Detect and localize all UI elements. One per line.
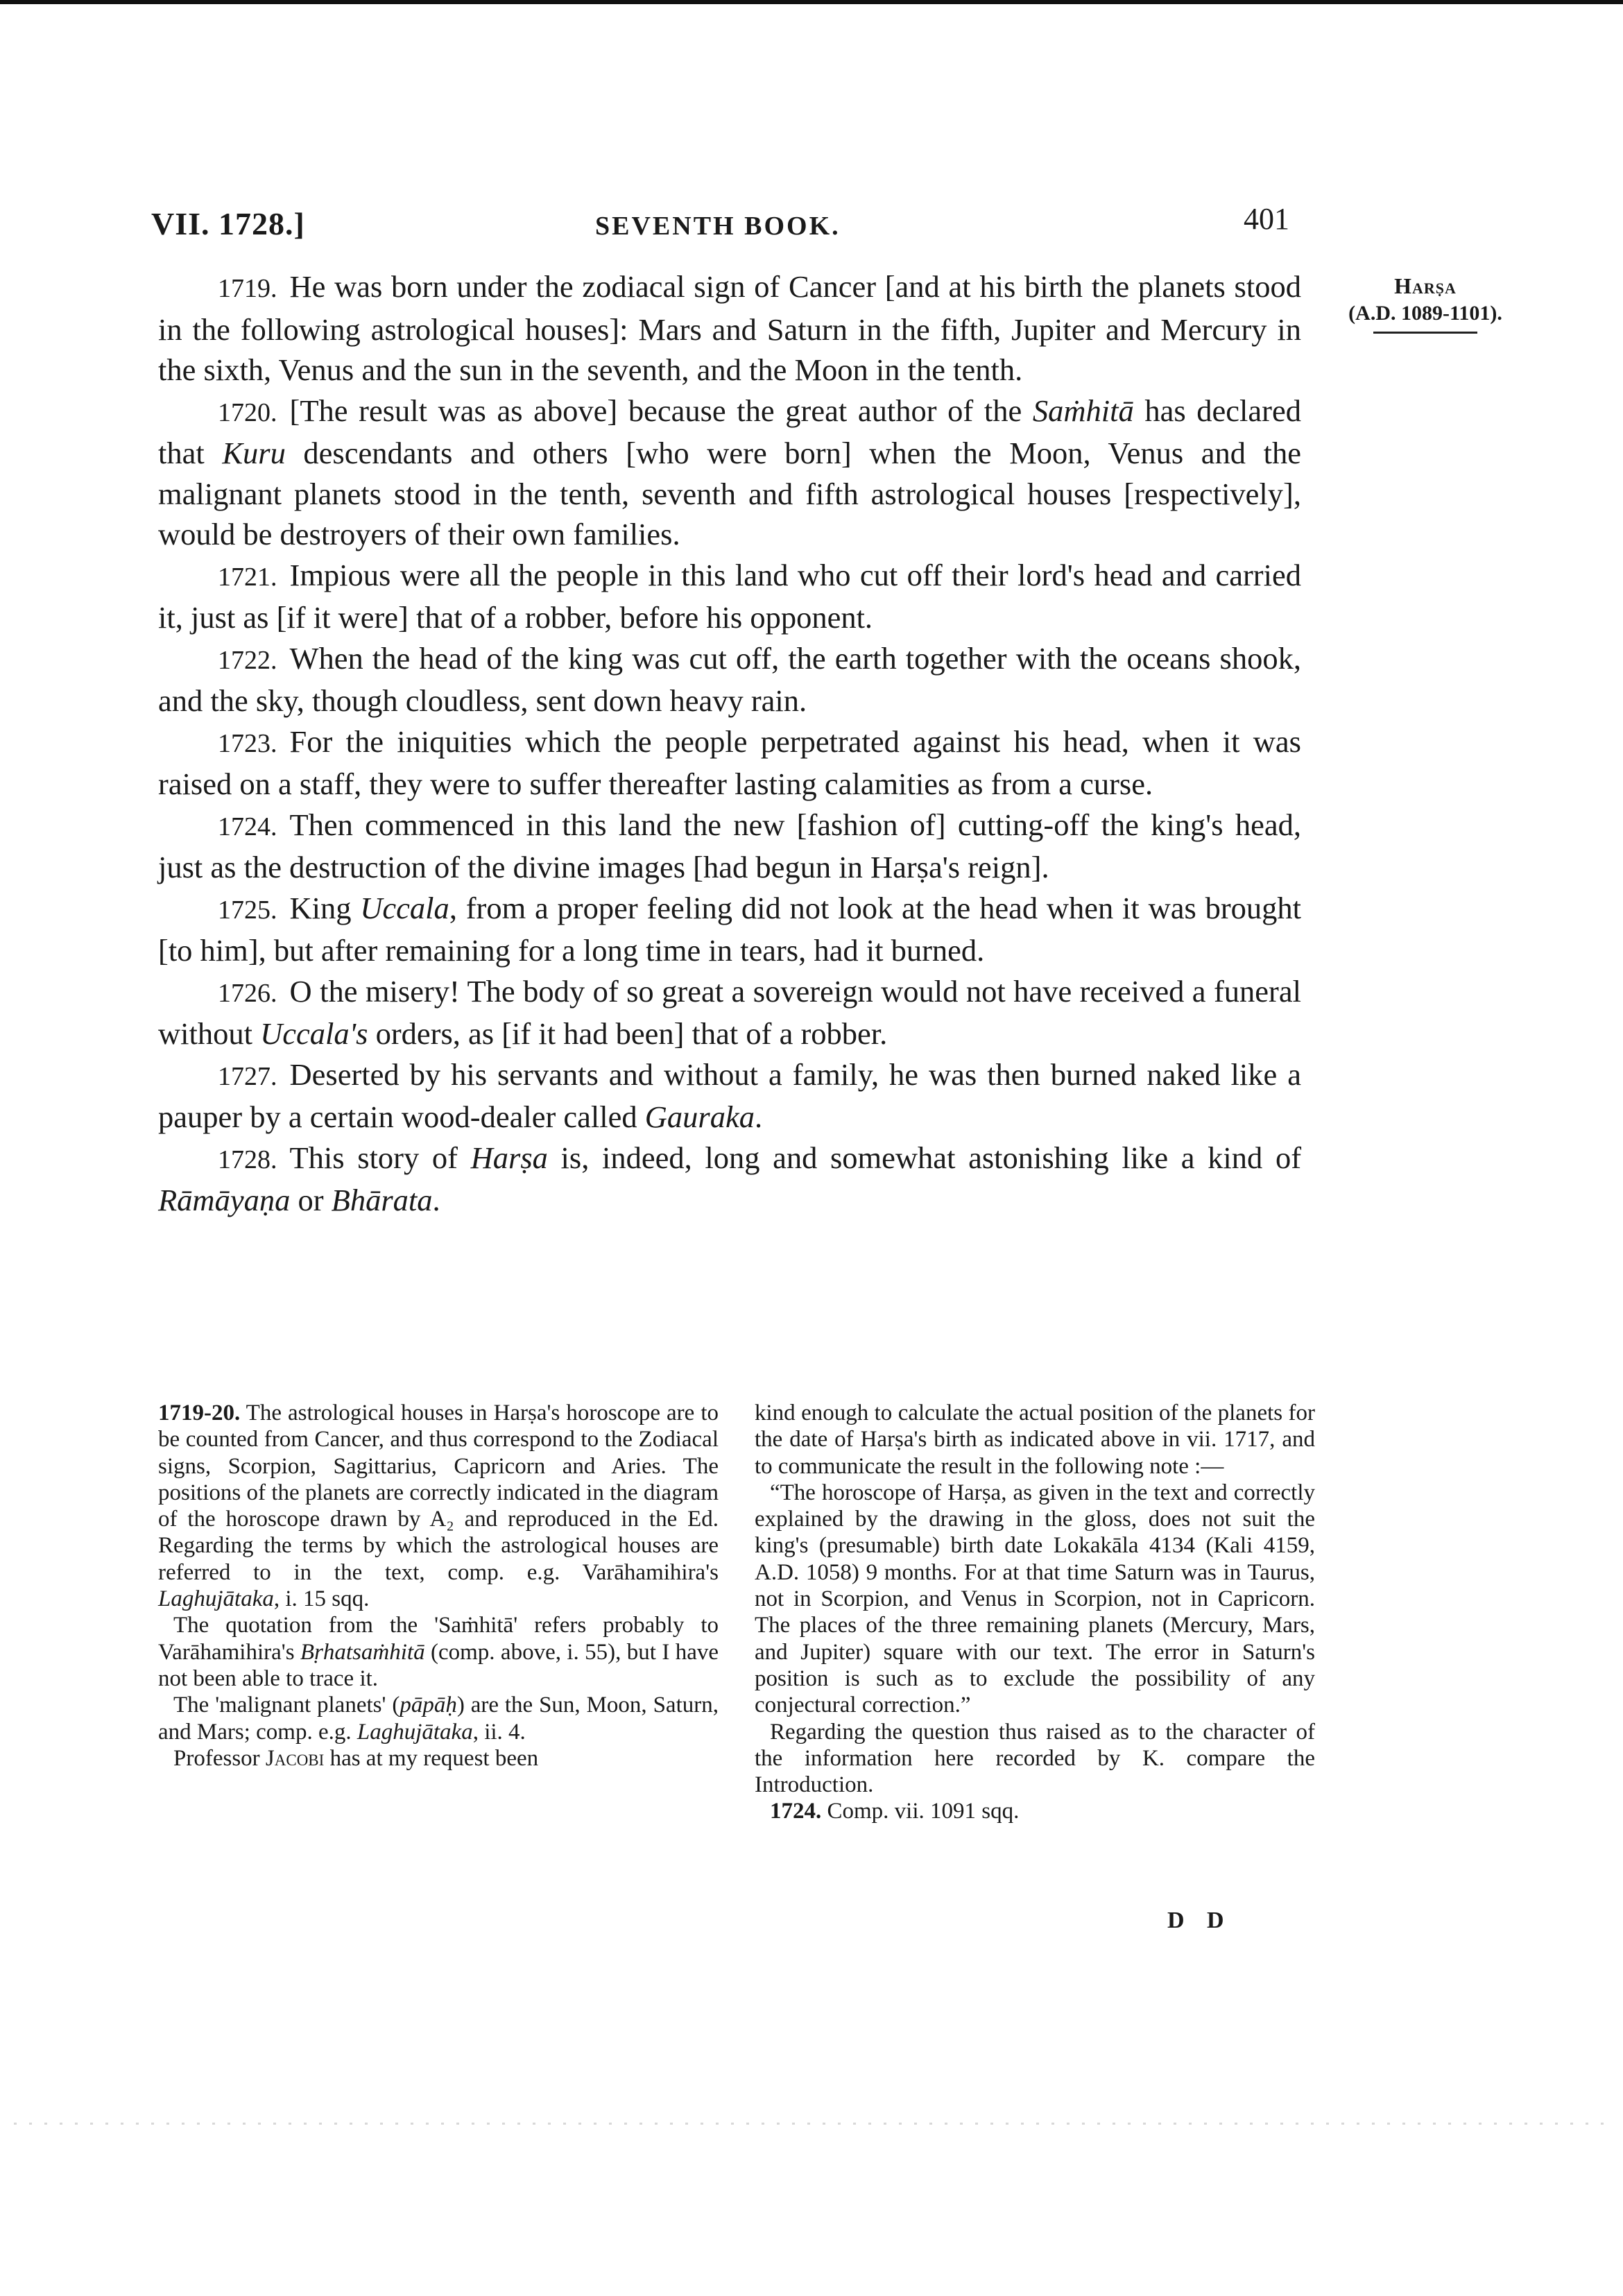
verse-text: For the iniquities which the people perpetrated against his head, when it was raised on a staff, they were to suffer thereafter lasting calamities as from a curse. bbox=[158, 723, 1301, 801]
footnote-smallcaps: Jacobi bbox=[265, 1745, 325, 1771]
verse-text: King bbox=[289, 890, 361, 925]
verse-1726 bbox=[158, 971, 1301, 1054]
verse-text: Impious were all the people in this land who cut off their lord's head and carried it, just as [if it were] that of a robber, before his opponent. bbox=[158, 557, 1301, 635]
verse-number: 1725. bbox=[218, 895, 277, 925]
margin-note-rule bbox=[1373, 332, 1477, 334]
verse-text: . bbox=[432, 1183, 440, 1217]
verse-italic: Uccala's bbox=[260, 1016, 368, 1051]
footnote-text: The astrological houses in Harṣa's horoscope are to be counted from Cancer, and thus correspond to the Zodiacal signs, Scorpion, Sagittarius, Capricorn and Aries. The positions of the planets are correctly indicated in the diagram of the horoscope drawn by A₂ and reproduced in the Ed. Regarding the terms by which the astrological houses are referred to in the text, comp. e.g. Varāhamihira's bbox=[158, 1400, 719, 1585]
printer-signature-mark: D D bbox=[1167, 1908, 1233, 1933]
verse-1724 bbox=[158, 805, 1301, 888]
footnote-1719-20 bbox=[158, 1400, 719, 1612]
footnote-text: , i. 15 sqq. bbox=[273, 1586, 370, 1612]
footnote-text: Professor bbox=[173, 1745, 266, 1771]
page-top-border bbox=[0, 0, 1623, 4]
page-number: 401 bbox=[1244, 202, 1289, 236]
footnote-text: (comp. above, i. 55), but I have not been able to trace it. bbox=[158, 1639, 719, 1691]
running-head-title: SEVENTH BOOK. bbox=[595, 212, 841, 241]
footnote-jacobi bbox=[158, 1745, 719, 1772]
footnote-italic: Bṛhatsaṁhitā bbox=[300, 1639, 425, 1665]
verse-italic: Rāmāyaṇa bbox=[158, 1183, 291, 1217]
footnotes-left-column bbox=[158, 1400, 719, 1772]
running-head-book-ref: VII. 1728.] bbox=[151, 206, 305, 241]
footnote-text: has at my request been bbox=[324, 1745, 539, 1771]
verse-number: 1722. bbox=[218, 645, 277, 675]
verse-number: 1728. bbox=[218, 1145, 277, 1174]
verse-number: 1727. bbox=[218, 1061, 277, 1091]
verse-1723 bbox=[158, 721, 1301, 805]
verse-italic: Saṁhitā bbox=[1032, 393, 1134, 428]
verse-1725 bbox=[158, 888, 1301, 971]
verse-1721 bbox=[158, 555, 1301, 638]
margin-note-date: (A.D. 1089-1101). bbox=[1348, 302, 1502, 325]
verse-text: This story of bbox=[289, 1140, 471, 1175]
verse-italic: Harṣa bbox=[470, 1140, 548, 1175]
verse-text: He was born under the zodiacal sign of Cancer [and at his birth the planets stood in the following astrological houses]: Mars and Saturn in the fifth, Jupiter and Mercury in the sixth, Venus and the sun in the seventh, and the Moon in the tenth. bbox=[158, 269, 1301, 387]
verse-italic: Gauraka bbox=[644, 1099, 755, 1134]
verse-italic: Uccala bbox=[360, 890, 449, 925]
verse-number: 1726. bbox=[218, 978, 277, 1008]
verse-text: [The result was as above] because the great author of the bbox=[289, 393, 1033, 428]
verse-text: is, indeed, long and somewhat astonishing like a kind of bbox=[547, 1140, 1302, 1175]
footnote-continuation: kind enough to calculate the actual position of the planets for the date of Harṣa's birth as indicated above in vii. 1717, and to communicate the result in the following note :— bbox=[755, 1400, 1315, 1479]
margin-note-name: Harṣa bbox=[1394, 273, 1457, 298]
footnote-text: Comp. vii. 1091 sqq. bbox=[821, 1799, 1020, 1824]
verse-number: 1720. bbox=[218, 397, 277, 427]
verse-text: has declared that bbox=[158, 393, 1301, 470]
scan-artifact-line bbox=[14, 2123, 1609, 2125]
footnote-number: 1724. bbox=[770, 1799, 822, 1824]
verse-text: descendants and others [who were born] when the Moon, Venus and the malignant planets stood in the tenth, seventh and fifth astrological houses [respectively], would be destroyers of their own families. bbox=[158, 436, 1301, 551]
verse-text: Deserted by his servants and without a family, he was then burned naked like a pauper by a certain wood-dealer called bbox=[158, 1056, 1301, 1134]
running-head bbox=[151, 202, 1296, 254]
verse-1720 bbox=[158, 391, 1301, 555]
verse-1728 bbox=[158, 1138, 1301, 1221]
footnote-italic: pāpāḥ bbox=[400, 1693, 457, 1718]
verse-text: When the head of the king was cut off, the earth together with the oceans shook, and the sky, though cloudless, sent down heavy rain. bbox=[158, 640, 1301, 718]
footnote-samhita bbox=[158, 1612, 719, 1692]
footnote-text: ) are the Sun, Moon, Saturn, and Mars; comp. e.g. bbox=[158, 1693, 719, 1745]
footnotes-right-column bbox=[755, 1400, 1315, 1825]
footnote-text: The 'malignant planets' ( bbox=[173, 1693, 400, 1718]
footnote-text: The quotation from the 'Saṁhitā' refers probably to Varāhamihira's bbox=[158, 1613, 719, 1665]
verse-number: 1719. bbox=[218, 274, 277, 303]
verse-text: . bbox=[754, 1099, 763, 1134]
footnote-italic: Laghujātaka bbox=[357, 1719, 473, 1745]
footnote-malignant-planets bbox=[158, 1692, 719, 1745]
verse-1722 bbox=[158, 638, 1301, 721]
verse-1719 bbox=[158, 266, 1301, 391]
verse-number: 1721. bbox=[218, 562, 277, 592]
verse-text: orders, as [if it had been] that of a robber. bbox=[368, 1016, 888, 1051]
verse-text: O the misery! The body of so great a sovereign would not have received a funeral without bbox=[158, 973, 1301, 1051]
verse-text: Then commenced in this land the new [fashion of] cutting-off the king's head, just as the destruction of the divine images [had begun in Harṣa's reign]. bbox=[158, 807, 1301, 884]
footnote-jacobi-quote: “The horoscope of Harṣa, as given in the text and correctly explained by the drawing in the gloss, does not suit the king's (presumable) birth date Lokakāla 4134 (Kali 4159, A.D. 1058) 9 months. For at that time Saturn was in Taurus, not in Scorpion, and Venus in Scorpion, not in Capricorn. The places of the three remaining planets (Mercury, Mars, and Jupiter) square with our text. The error in Saturn's position is such as to exclude the possibility of any conjectural correction.” bbox=[755, 1480, 1315, 1718]
verse-1727 bbox=[158, 1054, 1301, 1138]
footnote-italic: Laghujātaka bbox=[158, 1586, 274, 1612]
footnote-number: 1719-20. bbox=[158, 1400, 241, 1425]
verse-number: 1723. bbox=[218, 728, 277, 758]
verse-italic: Bhārata bbox=[331, 1183, 433, 1217]
footnote-question: Regarding the question thus raised as to the character of the information here recorded by K. compare the Introduction. bbox=[755, 1719, 1315, 1798]
verse-number: 1724. bbox=[218, 812, 277, 841]
verse-text: or bbox=[290, 1183, 332, 1217]
footnote-text: , ii. 4. bbox=[472, 1719, 526, 1745]
footnote-1724 bbox=[755, 1798, 1315, 1824]
verse-italic: Kuru bbox=[222, 436, 286, 470]
verse-text: , from a proper feeling did not look at the head when it was brought [to him], but after remaining for a long time in tears, had it burned. bbox=[158, 890, 1302, 968]
main-text bbox=[158, 266, 1301, 1221]
margin-note bbox=[1321, 272, 1529, 334]
